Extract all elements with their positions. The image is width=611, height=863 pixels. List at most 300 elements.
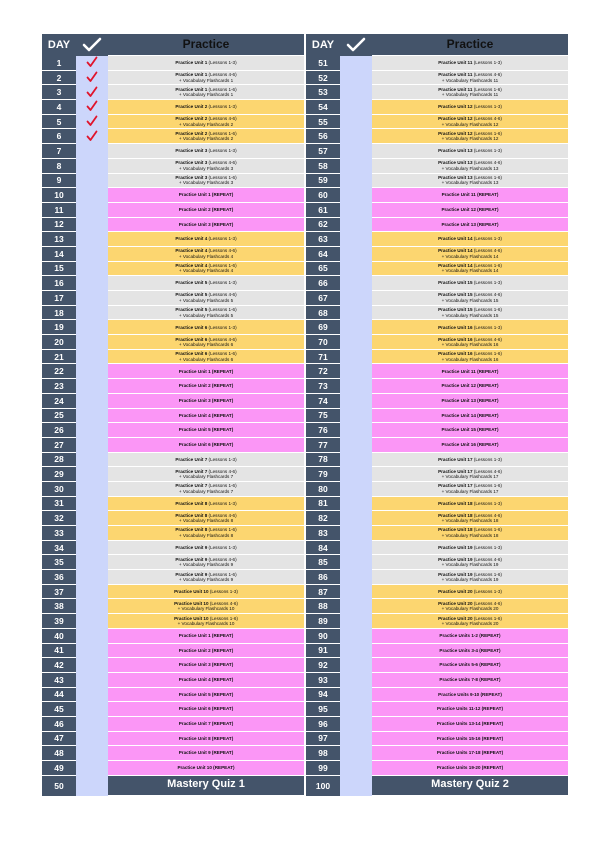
completion-checkbox[interactable] — [340, 599, 372, 614]
completion-checkbox[interactable] — [340, 526, 372, 541]
day-number: 26 — [42, 423, 76, 438]
completion-checkbox[interactable] — [76, 379, 108, 394]
practice-cell — [108, 379, 304, 394]
practice-cell — [108, 56, 304, 71]
practice-cell — [108, 629, 304, 644]
table-row — [42, 159, 570, 174]
completion-checkbox[interactable] — [76, 511, 108, 526]
completion-checkbox[interactable] — [76, 247, 108, 262]
completion-checkbox[interactable] — [76, 776, 108, 796]
practice-cell — [372, 232, 568, 247]
completion-checkbox[interactable] — [76, 717, 108, 732]
day-number: 67 — [306, 291, 340, 306]
practice-title: Practice Unit 7 — [175, 468, 208, 474]
day-number: 51 — [306, 56, 340, 71]
practice-cell — [108, 585, 304, 600]
day-number: 40 — [42, 629, 76, 644]
practice-title: Practice Unit 12 — [438, 116, 473, 122]
flashcards-note: + Vocabulary Flashcards 11 — [441, 77, 499, 83]
day-number: 96 — [306, 717, 340, 732]
day-number: 80 — [306, 482, 340, 497]
practice-cell — [372, 497, 568, 512]
completion-checkbox[interactable] — [76, 438, 108, 453]
lesson-range: (Lessons 1-6) — [208, 351, 237, 357]
flashcards-note: + Vocabulary Flashcards 5 — [178, 312, 234, 318]
day-number: 57 — [306, 144, 340, 159]
practice-cell — [108, 159, 304, 174]
day-number: 85 — [306, 555, 340, 570]
flashcards-note: + Vocabulary Flashcards 9 — [178, 576, 234, 582]
completion-checkbox[interactable] — [340, 203, 372, 218]
practice-cell — [372, 85, 568, 100]
practice-cell — [108, 688, 304, 703]
completion-checkbox[interactable] — [76, 115, 108, 130]
day-number: 37 — [42, 585, 76, 600]
completion-checkbox[interactable] — [340, 115, 372, 130]
practice-cell — [372, 56, 568, 71]
completion-checkbox[interactable] — [340, 761, 372, 776]
flashcards-note: + Vocabulary Flashcards 20 — [441, 620, 499, 626]
completion-checkbox[interactable] — [340, 438, 372, 453]
lesson-range: (Lessons 4-6) — [473, 468, 502, 474]
practice-title: Practice Unit 9 — [175, 556, 208, 562]
table-row — [42, 291, 570, 306]
completion-checkbox[interactable] — [76, 159, 108, 174]
completion-checkbox[interactable] — [76, 56, 108, 71]
completion-checkbox[interactable] — [76, 85, 108, 100]
table-row — [42, 335, 570, 350]
practice-title: Practice Unit 15 (REPEAT) — [441, 427, 499, 433]
completion-checkbox[interactable] — [340, 482, 372, 497]
practice-cell — [108, 438, 304, 453]
practice-cell — [372, 159, 568, 174]
completion-checkbox[interactable] — [76, 276, 108, 291]
day-number: 89 — [306, 614, 340, 629]
completion-checkbox[interactable] — [76, 614, 108, 629]
lesson-range: (Lessons 1-3) — [473, 500, 502, 506]
completion-checkbox[interactable] — [76, 658, 108, 673]
completion-checkbox[interactable] — [76, 555, 108, 570]
completion-checkbox[interactable] — [340, 188, 372, 203]
practice-title: Practice Unit 3 — [175, 148, 208, 154]
practice-schedule-sheet — [42, 34, 570, 796]
table-row — [42, 350, 570, 365]
completion-checkbox[interactable] — [76, 570, 108, 585]
completion-checkbox[interactable] — [340, 306, 372, 321]
day-number: 23 — [42, 379, 76, 394]
practice-title: Practice Unit 2 — [175, 104, 208, 110]
practice-title: Practice Units 3-4 (REPEAT) — [439, 647, 501, 653]
day-number: 13 — [42, 232, 76, 247]
practice-cell — [372, 732, 568, 747]
flashcards-note: + Vocabulary Flashcards 15 — [441, 297, 499, 303]
completion-checkbox[interactable] — [340, 144, 372, 159]
day-number: 49 — [42, 761, 76, 776]
completion-checkbox[interactable] — [340, 276, 372, 291]
flashcards-note: + Vocabulary Flashcards 13 — [441, 165, 499, 171]
lesson-range: (Lessons 4-6) — [473, 336, 502, 342]
lesson-range: (Lessons 1-3) — [209, 588, 238, 594]
table-row — [42, 276, 570, 291]
practice-title: Practice Unit 3 (REPEAT) — [178, 662, 234, 668]
completion-checkbox[interactable] — [76, 585, 108, 600]
completion-checkbox[interactable] — [340, 423, 372, 438]
completion-checkbox[interactable] — [340, 673, 372, 688]
completion-checkbox[interactable] — [340, 129, 372, 144]
day-number: 14 — [42, 247, 76, 262]
flashcards-note: + Vocabulary Flashcards 3 — [178, 165, 234, 171]
day-number: 71 — [306, 350, 340, 365]
practice-cell — [108, 467, 304, 482]
practice-cell — [372, 174, 568, 189]
practice-cell — [372, 673, 568, 688]
flashcards-note: + Vocabulary Flashcards 19 — [441, 562, 499, 568]
lesson-range: (Lessons 1-6) — [473, 86, 502, 92]
day-number: 27 — [42, 438, 76, 453]
practice-cell — [372, 423, 568, 438]
day-number: 50 — [42, 776, 76, 796]
completion-checkbox[interactable] — [340, 232, 372, 247]
completion-checkbox[interactable] — [340, 467, 372, 482]
practice-title: Practice Unit 19 — [438, 571, 473, 577]
practice-title: Practice Unit 2 — [175, 116, 208, 122]
completion-checkbox[interactable] — [340, 409, 372, 424]
completion-checkbox[interactable] — [340, 159, 372, 174]
practice-title: Practice Unit 9 — [175, 544, 208, 550]
lesson-range: (Lessons 4-6) — [208, 248, 237, 254]
practice-cell — [108, 732, 304, 747]
completion-checkbox[interactable] — [76, 467, 108, 482]
completion-checkbox[interactable] — [340, 497, 372, 512]
completion-checkbox[interactable] — [340, 570, 372, 585]
day-number: 42 — [42, 658, 76, 673]
completion-checkbox[interactable] — [76, 262, 108, 277]
practice-cell — [108, 291, 304, 306]
check-icon — [86, 115, 98, 129]
completion-checkbox[interactable] — [340, 717, 372, 732]
day-number: 55 — [306, 115, 340, 130]
flashcards-note: + Vocabulary Flashcards 7 — [178, 488, 234, 494]
lesson-range: (Lessons 4-6) — [208, 116, 237, 122]
lesson-range: (Lessons 1-6) — [209, 615, 238, 621]
practice-cell — [108, 497, 304, 512]
flashcards-note: + Vocabulary Flashcards 7 — [178, 474, 234, 480]
completion-checkbox[interactable] — [76, 188, 108, 203]
day-number: 28 — [42, 453, 76, 468]
lesson-range: (Lessons 4-6) — [473, 600, 502, 606]
practice-cell — [108, 409, 304, 424]
day-number: 53 — [306, 85, 340, 100]
practice-title: Practice Unit 17 — [438, 483, 473, 489]
day-number: 81 — [306, 497, 340, 512]
day-number: 83 — [306, 526, 340, 541]
completion-checkbox[interactable] — [76, 71, 108, 86]
completion-checkbox[interactable] — [340, 702, 372, 717]
practice-cell — [108, 394, 304, 409]
practice-title: Practice Units 5-6 (REPEAT) — [439, 662, 501, 668]
day-number: 4 — [42, 100, 76, 115]
practice-title: Practice Unit 12 (REPEAT) — [441, 383, 499, 389]
completion-checkbox[interactable] — [76, 688, 108, 703]
completion-checkbox[interactable] — [340, 732, 372, 747]
practice-title: Practice Unit 5 — [175, 280, 208, 286]
completion-checkbox[interactable] — [340, 453, 372, 468]
flashcards-note: + Vocabulary Flashcards 5 — [178, 297, 234, 303]
completion-checkbox[interactable] — [340, 379, 372, 394]
table-row — [42, 644, 570, 659]
completion-checkbox[interactable] — [340, 335, 372, 350]
practice-cell — [372, 658, 568, 673]
practice-cell — [108, 320, 304, 335]
practice-title: Practice Unit 5 — [175, 292, 208, 298]
day-header-right: DAY — [306, 34, 340, 56]
lesson-range: (Lessons 1-6) — [208, 483, 237, 489]
practice-cell — [372, 364, 568, 379]
practice-cell — [108, 144, 304, 159]
practice-cell — [108, 188, 304, 203]
table-row — [42, 688, 570, 703]
practice-title: Practice Unit 2 (REPEAT) — [178, 383, 234, 389]
completion-checkbox[interactable] — [76, 350, 108, 365]
completion-checkbox[interactable] — [76, 394, 108, 409]
practice-cell — [108, 71, 304, 86]
practice-title: Practice Unit 13 — [438, 148, 473, 154]
completion-checkbox[interactable] — [340, 174, 372, 189]
day-number: 41 — [42, 644, 76, 659]
completion-checkbox[interactable] — [76, 526, 108, 541]
practice-title: Practice Unit 7 — [175, 456, 208, 462]
practice-title: Practice Unit 17 — [438, 468, 473, 474]
table-row — [42, 115, 570, 130]
practice-title: Practice Unit 4 (REPEAT) — [178, 677, 234, 683]
completion-checkbox[interactable] — [340, 555, 372, 570]
practice-title: Practice Unit 4 — [175, 263, 208, 269]
completion-checkbox[interactable] — [340, 511, 372, 526]
practice-cell — [372, 555, 568, 570]
completion-checkbox[interactable] — [76, 541, 108, 556]
day-number: 31 — [42, 497, 76, 512]
practice-cell — [372, 115, 568, 130]
practice-title: Practice Unit 13 (REPEAT) — [441, 221, 499, 227]
practice-cell — [108, 232, 304, 247]
completion-checkbox[interactable] — [76, 129, 108, 144]
day-number: 43 — [42, 673, 76, 688]
day-number: 65 — [306, 262, 340, 277]
completion-checkbox[interactable] — [76, 218, 108, 233]
completion-checkbox[interactable] — [76, 364, 108, 379]
practice-title: Practice Unit 11 (REPEAT) — [441, 192, 499, 198]
lesson-range: (Lessons 1-3) — [473, 456, 502, 462]
practice-title: Practice Unit 15 — [438, 307, 473, 313]
completion-checkbox[interactable] — [76, 482, 108, 497]
completion-checkbox[interactable] — [76, 497, 108, 512]
practice-cell — [372, 467, 568, 482]
completion-checkbox[interactable] — [340, 364, 372, 379]
day-number: 16 — [42, 276, 76, 291]
table-row — [42, 100, 570, 115]
day-number: 88 — [306, 599, 340, 614]
completion-checkbox[interactable] — [340, 218, 372, 233]
practice-title: Practice Unit 3 — [175, 160, 208, 166]
lesson-range: (Lessons 4-6) — [473, 512, 502, 518]
practice-title: Practice Unit 13 — [438, 160, 473, 166]
completion-checkbox[interactable] — [340, 541, 372, 556]
practice-title: Practice Units 13-14 (REPEAT) — [436, 721, 504, 727]
flashcards-note: + Vocabulary Flashcards 16 — [441, 341, 499, 347]
lesson-range: (Lessons 1-3) — [208, 456, 237, 462]
lesson-range: (Lessons 1-6) — [208, 571, 237, 577]
flashcards-note: + Vocabulary Flashcards 8 — [178, 518, 234, 524]
completion-checkbox[interactable] — [76, 702, 108, 717]
lesson-range: (Lessons 1-3) — [208, 104, 237, 110]
completion-checkbox[interactable] — [76, 644, 108, 659]
practice-cell — [108, 218, 304, 233]
flashcards-note: + Vocabulary Flashcards 11 — [441, 92, 499, 98]
lesson-range: (Lessons 1-3) — [208, 324, 237, 330]
completion-checkbox[interactable] — [340, 56, 372, 71]
practice-title: Practice Unit 8 — [175, 512, 208, 518]
completion-checkbox[interactable] — [76, 232, 108, 247]
day-number: 54 — [306, 100, 340, 115]
completion-checkbox[interactable] — [76, 761, 108, 776]
completion-checkbox[interactable] — [340, 350, 372, 365]
day-number: 62 — [306, 218, 340, 233]
practice-title: Practice Units 11-12 (REPEAT) — [436, 706, 504, 712]
practice-title: Practice Unit 18 — [438, 527, 473, 533]
practice-cell — [372, 614, 568, 629]
table-row — [42, 71, 570, 86]
practice-title: Practice Units 1-2 (REPEAT) — [439, 632, 501, 638]
completion-checkbox[interactable] — [76, 320, 108, 335]
practice-title: Practice Unit 9 (REPEAT) — [178, 750, 234, 756]
table-row — [42, 232, 570, 247]
table-row — [42, 379, 570, 394]
flashcards-note: + Vocabulary Flashcards 4 — [178, 268, 234, 274]
lesson-range: (Lessons 4-6) — [473, 556, 502, 562]
completion-checkbox[interactable] — [340, 658, 372, 673]
practice-title: Practice Unit 11 — [438, 60, 473, 66]
practice-title: Practice Unit 11 (REPEAT) — [441, 368, 499, 374]
practice-cell — [372, 188, 568, 203]
completion-checkbox[interactable] — [76, 144, 108, 159]
practice-title: Practice Unit 2 — [175, 130, 208, 136]
practice-title: Practice Unit 15 — [438, 280, 473, 286]
day-number: 32 — [42, 511, 76, 526]
lesson-range: (Lessons 1-3) — [208, 280, 237, 286]
day-number: 45 — [42, 702, 76, 717]
day-number: 78 — [306, 453, 340, 468]
practice-title: Practice Unit 4 — [175, 248, 208, 254]
completion-checkbox[interactable] — [340, 262, 372, 277]
table-row — [42, 85, 570, 100]
flashcards-note: + Vocabulary Flashcards 17 — [441, 488, 499, 494]
day-number: 61 — [306, 203, 340, 218]
completion-checkbox[interactable] — [76, 409, 108, 424]
lesson-range: (Lessons 4-6) — [208, 468, 237, 474]
practice-title: Practice Unit 8 — [175, 527, 208, 533]
completion-checkbox[interactable] — [76, 306, 108, 321]
completion-checkbox[interactable] — [340, 629, 372, 644]
completion-checkbox[interactable] — [76, 629, 108, 644]
lesson-range: (Lessons 1-6) — [473, 130, 502, 136]
flashcards-note: + Vocabulary Flashcards 20 — [441, 606, 499, 612]
day-number: 38 — [42, 599, 76, 614]
lesson-range: (Lessons 4-6) — [473, 116, 502, 122]
completion-checkbox[interactable] — [76, 599, 108, 614]
completion-checkbox[interactable] — [76, 291, 108, 306]
completion-checkbox[interactable] — [340, 394, 372, 409]
table-row — [42, 746, 570, 761]
practice-title: Practice Unit 9 — [175, 571, 208, 577]
practice-cell — [372, 526, 568, 541]
practice-title: Practice Unit 10 — [174, 600, 209, 606]
day-number: 20 — [42, 335, 76, 350]
practice-title: Practice Unit 5 (REPEAT) — [178, 691, 234, 697]
day-number: 2 — [42, 71, 76, 86]
completion-checkbox[interactable] — [340, 776, 372, 796]
flashcards-note: + Vocabulary Flashcards 10 — [177, 620, 235, 626]
completion-checkbox[interactable] — [76, 453, 108, 468]
practice-title: Practice Unit 14 — [438, 248, 473, 254]
practice-title: Practice Unit 14 — [438, 236, 473, 242]
practice-cell — [108, 203, 304, 218]
lesson-range: (Lessons 4-6) — [208, 160, 237, 166]
day-number: 56 — [306, 129, 340, 144]
completion-checkbox[interactable] — [340, 688, 372, 703]
day-number: 100 — [306, 776, 340, 796]
flashcards-note: + Vocabulary Flashcards 14 — [441, 268, 499, 274]
completion-checkbox[interactable] — [76, 174, 108, 189]
practice-cell — [372, 276, 568, 291]
completion-checkbox[interactable] — [76, 335, 108, 350]
flashcards-note: + Vocabulary Flashcards 6 — [178, 356, 234, 362]
practice-title: Practice Unit 19 — [438, 544, 473, 550]
lesson-range: (Lessons 4-6) — [208, 512, 237, 518]
day-number: 94 — [306, 688, 340, 703]
completion-checkbox[interactable] — [340, 644, 372, 659]
completion-checkbox[interactable] — [340, 100, 372, 115]
completion-checkbox[interactable] — [340, 247, 372, 262]
practice-cell — [372, 717, 568, 732]
practice-cell — [108, 482, 304, 497]
flashcards-note: + Vocabulary Flashcards 10 — [177, 606, 235, 612]
practice-title: Practice Unit 18 — [438, 500, 473, 506]
table-row — [42, 320, 570, 335]
completion-checkbox[interactable] — [340, 746, 372, 761]
practice-cell — [108, 350, 304, 365]
completion-checkbox[interactable] — [340, 585, 372, 600]
flashcards-note: + Vocabulary Flashcards 16 — [441, 356, 499, 362]
completion-checkbox[interactable] — [76, 423, 108, 438]
completion-checkbox[interactable] — [76, 673, 108, 688]
practice-cell — [108, 614, 304, 629]
practice-title: Practice Unit 20 — [438, 600, 473, 606]
day-number: 25 — [42, 409, 76, 424]
completion-checkbox[interactable] — [340, 85, 372, 100]
completion-checkbox[interactable] — [76, 732, 108, 747]
lesson-range: (Lessons 1-3) — [473, 236, 502, 242]
completion-checkbox[interactable] — [340, 291, 372, 306]
lesson-range: (Lessons 4-6) — [473, 72, 502, 78]
completion-checkbox[interactable] — [76, 203, 108, 218]
completion-checkbox[interactable] — [340, 71, 372, 86]
completion-checkbox[interactable] — [340, 320, 372, 335]
day-number: 15 — [42, 262, 76, 277]
completion-checkbox[interactable] — [76, 100, 108, 115]
completion-checkbox[interactable] — [340, 614, 372, 629]
completion-checkbox[interactable] — [76, 746, 108, 761]
lesson-range: (Lessons 4-6) — [473, 292, 502, 298]
